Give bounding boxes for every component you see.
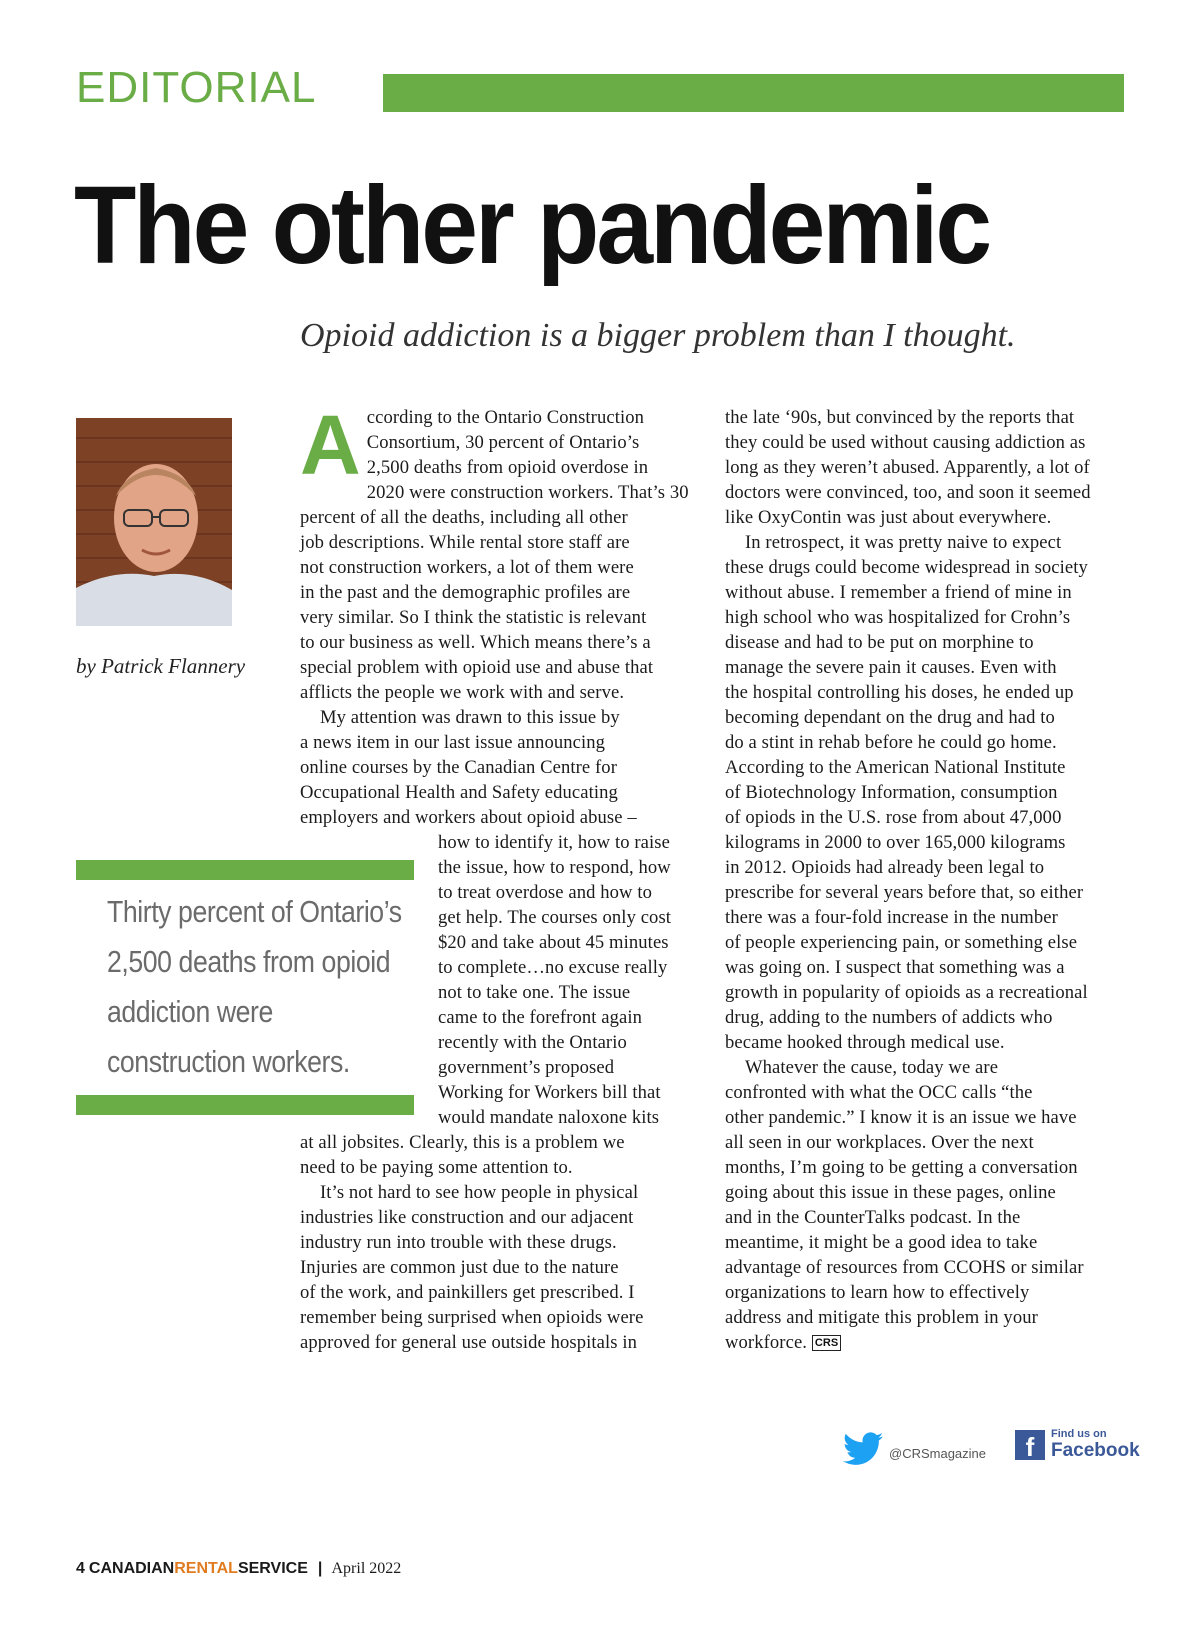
facebook-icon: f	[1015, 1430, 1045, 1460]
article-line: at all jobsites. Clearly, this is a problem we	[300, 1132, 625, 1153]
twitter-handle: @CRSmagazine	[889, 1446, 987, 1461]
article-line: 2020 were construction workers. That’s 30	[366, 482, 689, 503]
byline: by Patrick Flannery	[76, 654, 246, 678]
article-column-2	[725, 405, 1135, 1355]
line-group	[725, 405, 1135, 530]
line-group	[300, 830, 700, 1130]
article-line: growth in popularity of opioids as a recreational	[725, 982, 1088, 1003]
article-paragraph	[725, 1055, 1135, 1355]
line-group	[300, 480, 700, 705]
pull-quote-line: 2,500 deaths from opioid	[107, 944, 391, 979]
line-group	[725, 530, 1135, 1055]
article-line: My attention was drawn to this issue by	[320, 707, 620, 728]
author-photo	[76, 418, 232, 626]
deck: Opioid addiction is a bigger problem than I thought.	[300, 317, 1016, 354]
twitter-bird-icon	[843, 1432, 883, 1466]
article-line: confronted with what the OCC calls “the	[725, 1082, 1033, 1103]
article-line: all seen in our workplaces. Over the next	[725, 1132, 1034, 1153]
article-paragraph	[725, 530, 1135, 1055]
section-bar	[383, 74, 1124, 112]
article-line: Working for Workers bill that	[438, 1082, 661, 1103]
article-paragraph	[300, 398, 700, 705]
page-number: 4	[76, 1560, 85, 1577]
article-line: like OxyContin was just about everywhere.	[725, 507, 1052, 528]
article-line: get help. The courses only cost	[438, 907, 672, 928]
pull-quote-line: addiction were	[107, 994, 273, 1029]
article-line: months, I’m going to be getting a conversation	[725, 1157, 1078, 1178]
article-line: Consortium, 30 percent of Ontario’s	[366, 432, 640, 453]
article-line: organizations to learn how to effectively	[725, 1282, 1030, 1303]
page-footer	[76, 1560, 401, 1578]
article-line: 2,500 deaths from opioid overdose in	[366, 457, 649, 478]
section-label: EDITORIAL	[76, 63, 317, 112]
article-line: Whatever the cause, today we are	[745, 1057, 999, 1078]
article-line: afflicts the people we work with and serve.	[300, 682, 625, 703]
article-line: percent of all the deaths, including all other	[300, 507, 628, 528]
publication-name-part: CANADIAN	[88, 1560, 175, 1577]
article-line: other pandemic.” I know it is an issue we have	[725, 1107, 1077, 1128]
article-line: job descriptions. While rental store staff are	[300, 532, 630, 553]
article-line: prescribe for several years before that, so either	[725, 882, 1084, 903]
article-line: recently with the Ontario	[438, 1032, 627, 1053]
article-line: In retrospect, it was pretty naive to expect	[745, 532, 1062, 553]
article-line: in the past and the demographic profiles are	[300, 582, 631, 603]
publication-name-accent: RENTAL	[174, 1560, 238, 1577]
article-line: address and mitigate this problem in your	[725, 1307, 1038, 1328]
article-line: the hospital controlling his doses, he ended up	[725, 682, 1074, 703]
footer-separator: |	[317, 1560, 323, 1577]
article-line: they could be used without causing addiction as	[725, 432, 1086, 453]
article-line: do a stint in rehab before he could go home.	[725, 732, 1057, 753]
article-line: would mandate naloxone kits	[438, 1107, 660, 1128]
article-line: industry run into trouble with these drugs.	[300, 1232, 617, 1253]
headline: The other pandemic	[74, 163, 990, 287]
line-group	[300, 1130, 700, 1180]
article-line: of people experiencing pain, or something else	[725, 932, 1078, 953]
article-line: advantage of resources from CCOHS or similar	[725, 1257, 1084, 1278]
article-line: kilograms in 2000 to over 165,000 kilograms	[725, 832, 1066, 853]
article-line: going about this issue in these pages, online	[725, 1182, 1056, 1203]
article-line: meantime, it might be a good idea to take	[725, 1232, 1038, 1253]
article-line: of the work, and painkillers get prescribed. I	[300, 1282, 635, 1303]
article-line: online courses by the Canadian Centre for	[300, 757, 617, 778]
article-paragraph	[300, 1180, 700, 1355]
pull-quote-line: construction workers.	[107, 1044, 350, 1079]
drop-cap: A	[300, 398, 361, 492]
article-line: to treat overdose and how to	[438, 882, 652, 903]
article-line: was going on. I suspect that something was a	[725, 957, 1065, 978]
article-line: drug, adding to the numbers of addicts who	[725, 1007, 1053, 1028]
article-line: how to identify it, how to raise	[438, 832, 670, 853]
pull-quote-line: Thirty percent of Ontario’s	[107, 894, 402, 929]
article-paragraph	[300, 705, 700, 1180]
article-line: became hooked through medical use.	[725, 1032, 1005, 1053]
line-group	[300, 1180, 700, 1355]
publication-name-part: SERVICE	[237, 1560, 308, 1577]
article-line: ccording to the Ontario Construction	[366, 407, 645, 428]
article-line: very similar. So I think the statistic is relevant	[300, 607, 647, 628]
article-paragraph	[725, 405, 1135, 530]
article-line: doctors were convinced, too, and soon it seemed	[725, 482, 1091, 503]
line-group	[300, 705, 700, 830]
article-line: a news item in our last issue announcing	[300, 732, 606, 753]
article-line: high school who was hospitalized for Crohn’s	[725, 607, 1071, 628]
facebook-find-us: Find us on	[1051, 1428, 1107, 1440]
article-line: and in the CounterTalks podcast. In the	[725, 1207, 1021, 1228]
article-line: special problem with opioid use and abuse that	[300, 657, 654, 678]
article-line-last	[725, 1330, 1135, 1355]
twitter-link[interactable]	[843, 1432, 987, 1471]
article-line: approved for general use outside hospitals in	[300, 1332, 638, 1353]
article-line: disease and had to be put on morphine to	[725, 632, 1034, 653]
article-line: remember being surprised when opioids were	[300, 1307, 644, 1328]
article-line: these drugs could become widespread in society	[725, 557, 1088, 578]
article-line: It’s not hard to see how people in physical	[320, 1182, 639, 1203]
article-line: industries like construction and our adjacent	[300, 1207, 634, 1228]
article-line: Injuries are common just due to the nature	[300, 1257, 619, 1278]
article-line: the late ‘90s, but convinced by the reports that	[725, 407, 1075, 428]
article-line: to our business as well. Which means there’s a	[300, 632, 651, 653]
article-line: According to the American National Institute	[725, 757, 1066, 778]
article-line: of opiods in the U.S. rose from about 47,000	[725, 807, 1062, 828]
article-line: there was a four-fold increase in the number	[725, 907, 1058, 928]
article-line: long as they weren’t abused. Apparently, a lot of	[725, 457, 1090, 478]
author-portrait-image	[76, 418, 232, 626]
article-line: in 2012. Opioids had already been legal to	[725, 857, 1045, 878]
line-group	[725, 1055, 1135, 1330]
article-line: employers and workers about opioid abuse –	[300, 807, 637, 828]
article-line: government’s proposed	[438, 1057, 615, 1078]
article-line: not to take one. The issue	[438, 982, 631, 1003]
article-line: becoming dependant on the drug and had to	[725, 707, 1055, 728]
article-line: to complete…no excuse really	[438, 957, 668, 978]
facebook-label: Facebook	[1051, 1440, 1140, 1461]
article-line: not construction workers, a lot of them were	[300, 557, 634, 578]
article-line: $20 and take about 45 minutes	[438, 932, 669, 953]
article-line: without abuse. I remember a friend of mine in	[725, 582, 1072, 603]
article-line: Occupational Health and Safety educating	[300, 782, 618, 803]
publication-name	[89, 1560, 308, 1577]
article-line: of Biotechnology Information, consumption	[725, 782, 1058, 803]
article-last-word: workforce.	[725, 1332, 808, 1353]
article-line: came to the forefront again	[438, 1007, 643, 1028]
article-line: need to be paying some attention to.	[300, 1157, 573, 1178]
article-column-1	[300, 398, 700, 1355]
article-line: manage the severe pain it causes. Even with	[725, 657, 1057, 678]
end-mark-logo: CRS	[812, 1335, 842, 1351]
issue-date: April 2022	[331, 1560, 402, 1577]
article-line: the issue, how to respond, how	[438, 857, 671, 878]
